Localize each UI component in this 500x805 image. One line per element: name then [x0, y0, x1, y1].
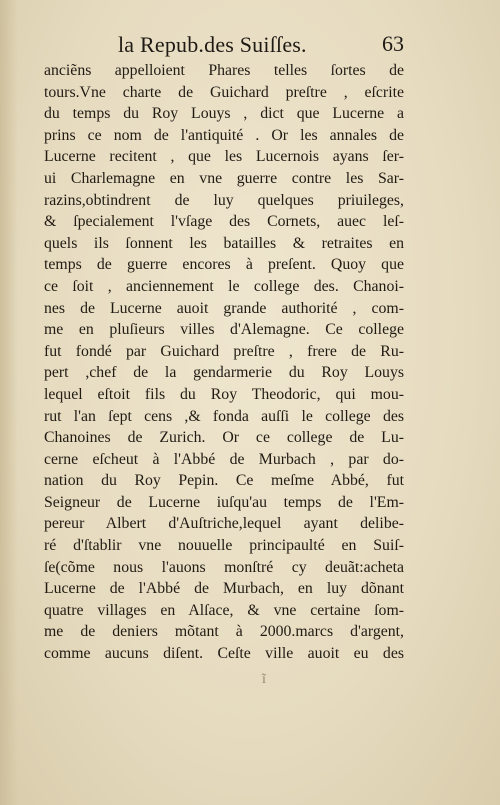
text-line: pert ,chef de la gendarmerie du Roy Louys	[44, 364, 404, 382]
text-line: pereur Albert d'Auſtriche,lequel ayant delibe-	[44, 515, 404, 533]
text-line: lequel eſtoit fils du Roy Theodoric, qui mou-	[44, 385, 404, 403]
text-line: du temps du Roy Louys , dict que Lucerne a	[44, 105, 404, 123]
text-line: tours.Vne charte de Guichard preſtre , eſcrite	[44, 83, 404, 101]
text-line: prins ce nom de l'antiquité . Or les annales de	[44, 126, 404, 144]
text-line: cerne eſcheut à l'Abbé de Murbach , par do-	[44, 450, 404, 468]
text-line: nation du Roy Pepin. Ce meſme Abbé, fut	[44, 472, 404, 490]
text-line: quatre villages en Alſace, & vne certaine ſom-	[44, 601, 404, 619]
text-line: nes de Lucerne auoit grande authorité , com-	[44, 299, 404, 317]
body-text	[44, 60, 404, 665]
text-line: rut l'an ſept cens ,& fonda auſſi le college des	[44, 407, 404, 425]
text-line: Lucerne recitent , que les Lucernois ayans ſer-	[44, 148, 404, 166]
text-line: temps de guerre encores à preſent. Quoy que	[44, 256, 404, 274]
running-head: la Repub.des Suiſſes.	[118, 32, 307, 57]
text-line: ce ſoit , anciennement le college des. Chanoi-	[44, 277, 404, 295]
text-line: quels ils ſonnent les batailles & retraites en	[44, 234, 404, 252]
text-line: fut fondé par Guichard preſtre , frere de Ru-	[44, 342, 404, 360]
text-line: Lucerne de l'Abbé de Murbach, en luy dõnant	[44, 580, 404, 598]
text-line: Chanoines de Zurich. Or ce college de Lu-	[44, 429, 404, 447]
text-line: me en pluſieurs villes d'Alemagne. Ce college	[44, 321, 404, 339]
page-number: 63	[382, 31, 404, 56]
text-line: ſe(cõme nous l'auons monſtré cy deuãt:acheta	[44, 558, 404, 576]
text-line: & ſpecialement l'vſage des Cornets, auec leſ-	[44, 213, 404, 231]
text-line: me de deniers mõtant à 2000.marcs d'argent,	[44, 623, 404, 641]
text-line: Seigneur de Lucerne iuſqu'au temps de l'Em-	[44, 493, 404, 511]
text-line: ré d'ſtablir vne nouuelle principaulté en Suiſ-	[44, 537, 404, 555]
text-line: ui Charlemagne en vne guerre contre les Sar-	[44, 169, 404, 187]
text-line: razins,obtindrent de luy quelques priuileges,	[44, 191, 404, 209]
text-line: anciẽns appelloient Phares telles ſortes de	[44, 62, 404, 79]
bottom-ink-mark: ĩ	[262, 672, 266, 687]
text-line: comme aucuns diſent. Ceſte ville auoit eu des	[44, 645, 404, 663]
